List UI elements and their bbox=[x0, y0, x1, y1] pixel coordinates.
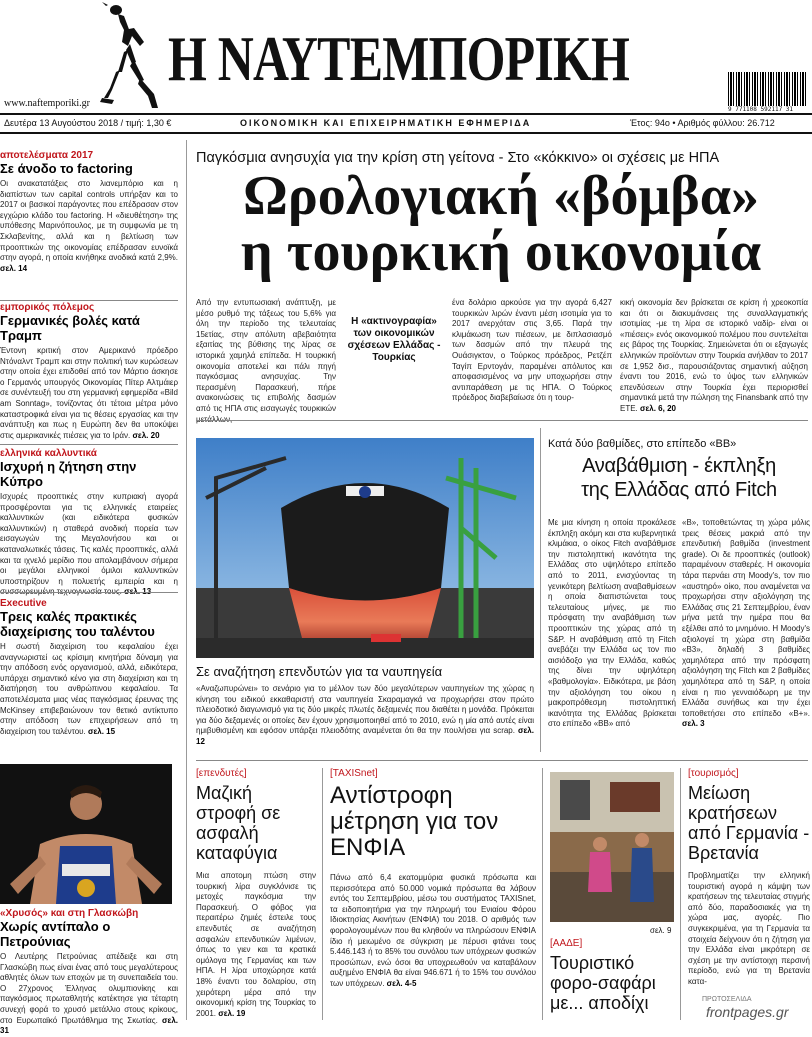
lead-rule bbox=[196, 420, 808, 421]
fitch-headline-line2: της Ελλάδας από Fitch bbox=[581, 479, 777, 501]
dateline: Δευτέρα 13 Αυγούστου 2018 / τιμή: 1,30 € bbox=[4, 118, 172, 128]
sidebar-body: Έντονη κριτική στον Αμερικανό πρόεδρο Ντόναλντ Τραμπ και στην πολιτική των κυρώσεων στην οποία έχει επιδοθεί από τον Μάρτιο άσκησε ο Γερμανός υπουργός Οικονομίας Πίτερ Αλτμάιερ σε συνέντευξή του στη γερμανική εφημερίδα «Bild am Sonntag», τονίζοντας ότι τέτοια μέτρα μόνο καταστροφικά είναι για τις θέσεις εργασίας και την ανάπτυξη και πως η Ευρώπη δεν θα υποκύψει στις αμερικανικές πιέσεις για το Ιράν. bbox=[0, 346, 178, 440]
lead-body-1: Από την εντυπωσιακή ανάπτυξη, με μέσο ρυθμό της τάξεως του 5,6% για όλη την περίοδο της τελευταίας 15ετίας, στην απόλυτη αβεβαιότητα εξαιτίας της βύθισης της λίρας σε ιστορικά χαμηλά επίπεδα. Η τουρκική οικονομία αποτελεί και πάλι πηγή παγκόσμιας ανησυχίας. Την περασμένη Παρασκευή, πήρε ανακοινώσεις τις επιβολής δασμών από τις ΗΠΑ στις εισαγωγές τουρκικών bbox=[196, 298, 336, 413]
shipyard-caption[interactable]: Σε αναζήτηση επενδυτών για τα ναυπηγεία bbox=[196, 664, 443, 679]
sidebar-kicker: Executive bbox=[0, 598, 47, 609]
hermes-logo bbox=[100, 2, 162, 110]
story-investors[interactable] bbox=[196, 768, 316, 1018]
sidebar-body: Η σωστή διαχείριση του κεφαλαίου έχει αναγνωριστεί ως κρίσιμη κινητήρια δύναμη για την απόδοση ενός οργανισμού, αλλά, ειδικότερα, υπάρχει σημαντικό κένο για στη διαχείριση και τη διατήρηση του ανθρώπινου κεφαλαίου. Τα αποτελέσματα μιας νέας παγκόσμιας έρευνας της McKinsey επιβεβαιώνουν τον θετικό αντίκτυπο στην απόδοση των επιχειρήσεων από τη διαχείριση του ταλέντου. bbox=[0, 642, 178, 736]
lead-headline[interactable] bbox=[196, 165, 806, 283]
sidebar-body: Οι ανακατατάξεις στο λιανεμπόριο και η διαπίστων των capital controls υπήρξαν και το 2017 οι βασικοί παράγοντες που επέδρασαν στον εγχώριο κλάδο του factoring. Η «διευθέτηση» της υπόθεσης Μαρινόπουλος, με τη συμφωνία με τη Σκλαβενίτης, αλλά και η βελτίωση των προοπτικών της οικονομίας επέδρασαν ευνοϊκά στην αγορά, η οποία κινήθηκε ανοδικά κατά 2,9%. bbox=[0, 179, 178, 263]
bottom-rule bbox=[196, 760, 808, 761]
fitch-body-1: Με μια κίνηση η οποία προκάλεσε έκπληξη ακόμη και στα κυβερνητικά κλιμάκια, ο οίκος Fitch αναβάθμισε την πιστοληπτική ικανότητα της Ελλάδας στο υψηλότερο επίπεδο από το 2011, ενισχύοντας τη γενικότερη βελτίωση αναβαθμίσεων η οποία διαπιστώνεται τους τελευταίους μήνες, με πιο πρόσφατη την αναβάθμιση των προοπτικών της χώρας από τη S&P. Η αναβάθμιση από τη Fitch ανεβάζει την Ελλάδα ως τον πιο αισιόδοξο για την Ελλάδα, καθώς της δίνει την υψηλότερη «βαθμολογία». Ειδικότερα, με βάση την αξιολόγηση του οίκου η μακροπρόθεσμη πιστοληπτική ικανότητα της Ελλάδας βρίσκεται στο επίπεδο «ΒΒ» από bbox=[548, 518, 676, 729]
lead-headline-line1: Ωρολογιακή «βόμβα» bbox=[242, 165, 760, 227]
sidebar-divider bbox=[0, 444, 178, 445]
sidebar-body: Ο Λευτέρης Πετρούνιας απέδειξε και στη Γλασκώβη πως είναι ένας από τους μεγαλύτερους αθλητές όλων των εποχών με τη συνεπαιδεία του. Ο 27χρονος Έλληνας ολυμπιονίκης και παγκόσμιος πρωταθλητής κατέκτησε για τέταρτη συνεχή φορά το χρυσό μετάλλιο στους κρίκους, στο Ευρωπαϊκό Πρωτάθλημα της Σκωτίας. bbox=[0, 952, 178, 1025]
sidebar-body: Ισχυρές προοπτικές στην κυπριακή αγορά προσφέρονται για τις ελληνικές εταιρείες καλλυντικών (και ειδικότερα φυσικών καλλυντικών) η σταθερά ανοδική πορεία των εισαγωγών της Μεγαλονήσου και οι καταναλωτικές τάσεις. Τις καλές προοπτικές, αλλά και τα ιχνελό μερίδιο που απολαμβάνουν σήμερα οι μεγάλοι ελληνικοί όμιλοι καλλυντικών υποστηρίζουν η πολυετής εμπειρία και η bbox=[0, 492, 178, 586]
story-aade[interactable] bbox=[550, 938, 676, 1017]
photo-page-ref: σελ. 9 bbox=[650, 926, 672, 935]
page-ref: σελ. 4-5 bbox=[386, 978, 417, 988]
story-kicker: [τουρισμός] bbox=[688, 768, 739, 779]
story-body: Προβληματίζει την ελληνική τουριστική αγορά η κάμψη των κρατήσεων της τελευταίας στιγμής από δύο, παραδοσιακές για τη χώρα μας, αγορές. Πιο συγκεκριμένα, για τη Γερμανία τα στοιχεία δείχνουν ότι η ζήτηση για την Ελλάδα είναι μικρότερη σε σχέση με την αντίστοιχη περσινή περίοδο, ενώ για τη Βρετανία κατα- bbox=[688, 871, 810, 986]
sidebar-headline: Χωρίς αντίπαλο ο Πετρούνιας bbox=[0, 919, 111, 949]
page-ref: σελ. 19 bbox=[218, 1008, 246, 1018]
fitch-column-1 bbox=[548, 518, 676, 750]
watermark-small: ΠΡΩΤΟΣΕΛΙΔΑ bbox=[702, 996, 752, 1003]
sidebar bbox=[0, 140, 178, 1036]
lead-body-3: κική οικονομία δεν βρίσκεται σε κρίση ή χρεοκοπία και ότι οι διακυμάνσεις της συναλλαγματικής ισοτιμίας -με τη λίρα σε ιστορικό ναδίρ- είναι οι «πιέσεις» ενός οικονομικού πολέμου που συντελείται εις βάρος της Τουρκίας. Σημειώνεται ότι οι εξαγωγές ελληνικών προϊόντων στην Τουρκία ανήλθαν το 2017 σε 1,952 δισ., παρουσιάζοντας σημαντική αύξηση έναντι του 2016, ενώ το ύψος των ελληνικών επενδύσεων στην Τουρκία έχει περιορισθεί σημαντικά μετά την πώληση της Finansbank από την ΕΤΕ. bbox=[620, 298, 808, 413]
tourist-photo bbox=[550, 772, 674, 922]
shipyard-photo bbox=[196, 438, 534, 658]
column-rule bbox=[542, 768, 543, 1020]
lead-column-2 bbox=[452, 298, 612, 410]
watermark: frontpages.gr bbox=[706, 1004, 789, 1020]
sidebar-item-executive[interactable] bbox=[0, 598, 178, 760]
fitch-headline-line1: Αναβάθμιση - έκπληξη bbox=[582, 455, 776, 477]
column-rule bbox=[322, 768, 323, 1020]
story-tourism[interactable] bbox=[688, 768, 810, 1003]
sidebar-divider bbox=[0, 592, 178, 593]
barcode-icon bbox=[728, 72, 808, 106]
page-ref: σελ. 15 bbox=[88, 726, 116, 736]
lead-kicker: Παγκόσμια ανησυχία για την κρίση στη γείτονα - Στο «κόκκινο» οι σχέσεις με ΗΠΑ bbox=[196, 150, 720, 166]
sidebar-kicker: εμπορικός πόλεμος bbox=[0, 302, 95, 313]
lead-headline-line2: η τουρκική οικονομία bbox=[240, 221, 762, 283]
sidebar-item-trump[interactable] bbox=[0, 302, 178, 464]
page-ref: σελ. 3 bbox=[682, 719, 705, 729]
column-rule bbox=[680, 768, 681, 1020]
sidebar-kicker: «Χρυσός» και στη Γλασκώβη bbox=[0, 908, 139, 919]
masthead-rule-top bbox=[0, 113, 812, 115]
sidebar-divider bbox=[0, 300, 178, 301]
sidebar-kicker: ελληνικά καλλυντικά bbox=[0, 448, 97, 459]
story-kicker: [TAXISnet] bbox=[330, 768, 378, 779]
story-headline: Μαζική στροφή σε ασφαλή καταφύγια bbox=[196, 783, 281, 863]
masthead-rule-bottom bbox=[0, 132, 812, 134]
lead-body-2: ένα δολάριο αρκούσε για την αγορά 6,427 τουρκικών λιρών έναντι μέση ισοτιμία για το 2017 ανερχόταν στις 3,65. Παρά την κλιμάκωση των πιέσεων, με διπλασιασμό των δασμών από την πλευρά της Ουάσιγκτον, ο Τούρκος πρόεδρος, Ρετζέπ Ταγίπ Ερντογάν, παραμένει απόλυτος και αποφασισμένος να μην υποχωρήσει στην αντιπαράθεση με τις ΗΠΑ. Ο Τούρκος πρόεδρος διαβεβαίωσε ότι η τουρ- bbox=[452, 298, 612, 403]
fitch-body-2: «Β», τοποθετώντας τη χώρα μόλις τρεις θέσεις μακριά από την επενδυτική βαθμίδα (investment grade). Οι δε προοπτικές (outlook) παραμένουν σταθερές. Η οικονομία τάρα περνάει στη Moody's, τον πιο «αυστηρό» οίκο, που αναμένεται να προχωρήσει στην αξιολόγηση της Ελλάδας στις 21 Σεπτεμβρίου, έναν μήνα μετά την ημέρα που θα εξέλθει από το μνημόνιο. Η Moody's αξιολογεί τη χώρα στη βαθμίδα «Β3», δηλαδή 3 βαθμίδες χαμηλότερα από την πρόσφατη αξιολόγηση της Fitch και 2 βαθμίδες χαμηλότερα από τη S&P, η οποία είναι η πιο γενναιόδωρη με την Ελλάδα συνήθως και την έχει τοποθετήσει στο επίπεδο «Β+». bbox=[682, 518, 810, 718]
barcode-number: 9 771108 592117 31 bbox=[728, 106, 794, 113]
page-ref: σελ. 14 bbox=[0, 263, 28, 273]
sidebar-item-cyprus[interactable] bbox=[0, 448, 178, 610]
sidebar-headline: Σε άνοδο το factoring bbox=[0, 161, 133, 176]
sidebar-headline: Ισχυρή η ζήτηση στην Κύπρο bbox=[0, 459, 137, 489]
story-body: Μια αποτομη πτώση στην τουρκική λίρα συγκλόνισε τις μετοχές παγκόσμια την Παρασκευή. Ο φόβος για περαιτέρω ζημιές έστειλε τους επενδυτές σε αναζήτηση ασφαλών επενδυτικών λιμένων, όπως το γιεν και τα κρατικά ομόλογα της Γερμανίας και των ΗΠΑ. Η λίρα υποχώρησε κατά 18% έναντι του δολαρίου, στη χειρότερη μέρα από την οικονομική κρίση της Τουρκίας το 2001. bbox=[196, 871, 316, 1018]
athlete-photo bbox=[0, 764, 172, 904]
lead-column-1 bbox=[196, 298, 336, 413]
shipyard-text: «Αναζωπυρώνει» το σενάριο για το μέλλον των δύο μεγαλύτερων ναυπηγείων της χώρας η κίνηση του ειδικού εκκαθαριστή στα ναυπηγεία Σκαραμαγκά να προχωρήσει στον πρώτο πλειοδοτικό διαγωνισμό για τις δύο μικρές πλωτές δεξαμενές που διαθέτει η μονάδα. Πρόκειται για δύο δεξαμενές οι οποίες δεν έχουν χρησιμοποιηθεί από το 2010, ενώ η μία από αυτές είναι ημιβυθισμένη και εφόσον υπάρξει πλειοδότης αναμένεται ότι θα την πουλήσει για scrap. bbox=[196, 684, 534, 736]
website-url[interactable]: www.naftemporiki.gr bbox=[4, 98, 90, 109]
story-kicker: [ΑΑΔΕ] bbox=[550, 938, 583, 949]
sidebar-headline: Τρεις καλές πρακτικές διαχείρισης του ταλέντου bbox=[0, 609, 155, 639]
story-headline: Αντίστροφη μέτρηση για τον ΕΝΦΙΑ bbox=[330, 782, 499, 861]
shipyard-body bbox=[196, 684, 534, 748]
fitch-kicker: Κατά δύο βαθμίδες, στο επίπεδο «ΒΒ» bbox=[548, 438, 737, 450]
sidebar-item-factoring[interactable] bbox=[0, 150, 178, 287]
tagline: ΟΙΚΟΝΟΜΙΚΗ ΚΑΙ ΕΠΙΧΕΙΡΗΜΑΤΙΚΗ ΕΦΗΜΕΡΙΔΑ bbox=[240, 118, 532, 128]
lead-callout[interactable]: Η «ακτινογραφία» των οικονομικών σχέσεων Ελλάδας - Τουρκίας bbox=[347, 316, 441, 363]
story-headline: Τουριστικό φορο-σαφάρι με... αποδίχι bbox=[550, 953, 656, 1013]
lead-column-3 bbox=[620, 298, 808, 413]
column-rule bbox=[186, 140, 187, 1020]
issue-number: Έτος: 94ο • Αριθμός φύλλου: 26.712 bbox=[630, 118, 775, 128]
story-body: Πάνω από 6,4 εκατομμύρια φυσικά πρόσωπα και περισσότερα από 50.000 νομικά πρόσωπα θα λάβουν εντός του Σεπτεμβρίου, μέσω του συστήματος TAXISnet, τα ειδοποιητήρια για την πληρωμή του Ενιαίου Φόρου Ιδιοκτησίας Ακινήτων (ΕΝΦΙΑ) του 2018. Ο αριθμός των φορολογουμένων που θα κληθούν να πληρώσουν ΕΝΦΙΑ ίδιο ή μειωμένο σε σύγκριση με πέρυσι φτάνει τους 5.446.143 ή το 85% του συνόλου των υπόχρεων φυσικών προσώπων, ενώ όσοι θα υποχρεωθούν να καταβάλουν αυξημένο ΕΝΦΙΑ θα είναι 946.671 ή το 15% του συνόλου των υπόχρεων. bbox=[330, 873, 536, 988]
fitch-headline[interactable] bbox=[548, 454, 810, 502]
fitch-column-2 bbox=[682, 518, 810, 750]
sidebar-kicker: αποτελέσματα 2017 bbox=[0, 150, 94, 161]
masthead-title: Η ΝΑΥΤΕΜΠΟΡΙΚΗ bbox=[168, 23, 630, 94]
story-kicker: [επενδυτές] bbox=[196, 768, 247, 779]
page-ref: σελ. 6, 20 bbox=[640, 403, 676, 413]
page-ref: σελ. 31 bbox=[0, 1015, 178, 1036]
story-enfia[interactable] bbox=[330, 768, 536, 1009]
page-ref: σελ. 20 bbox=[132, 430, 160, 440]
sidebar-headline: Γερμανικές βολές κατά Τραμπ bbox=[0, 313, 140, 343]
sidebar-item-petrounias[interactable] bbox=[0, 908, 178, 1036]
page-ref: σελ. 12 bbox=[196, 726, 534, 746]
story-headline: Μείωση κρατήσεων από Γερμανία - Βρετανία bbox=[688, 783, 810, 863]
column-rule bbox=[540, 428, 541, 752]
